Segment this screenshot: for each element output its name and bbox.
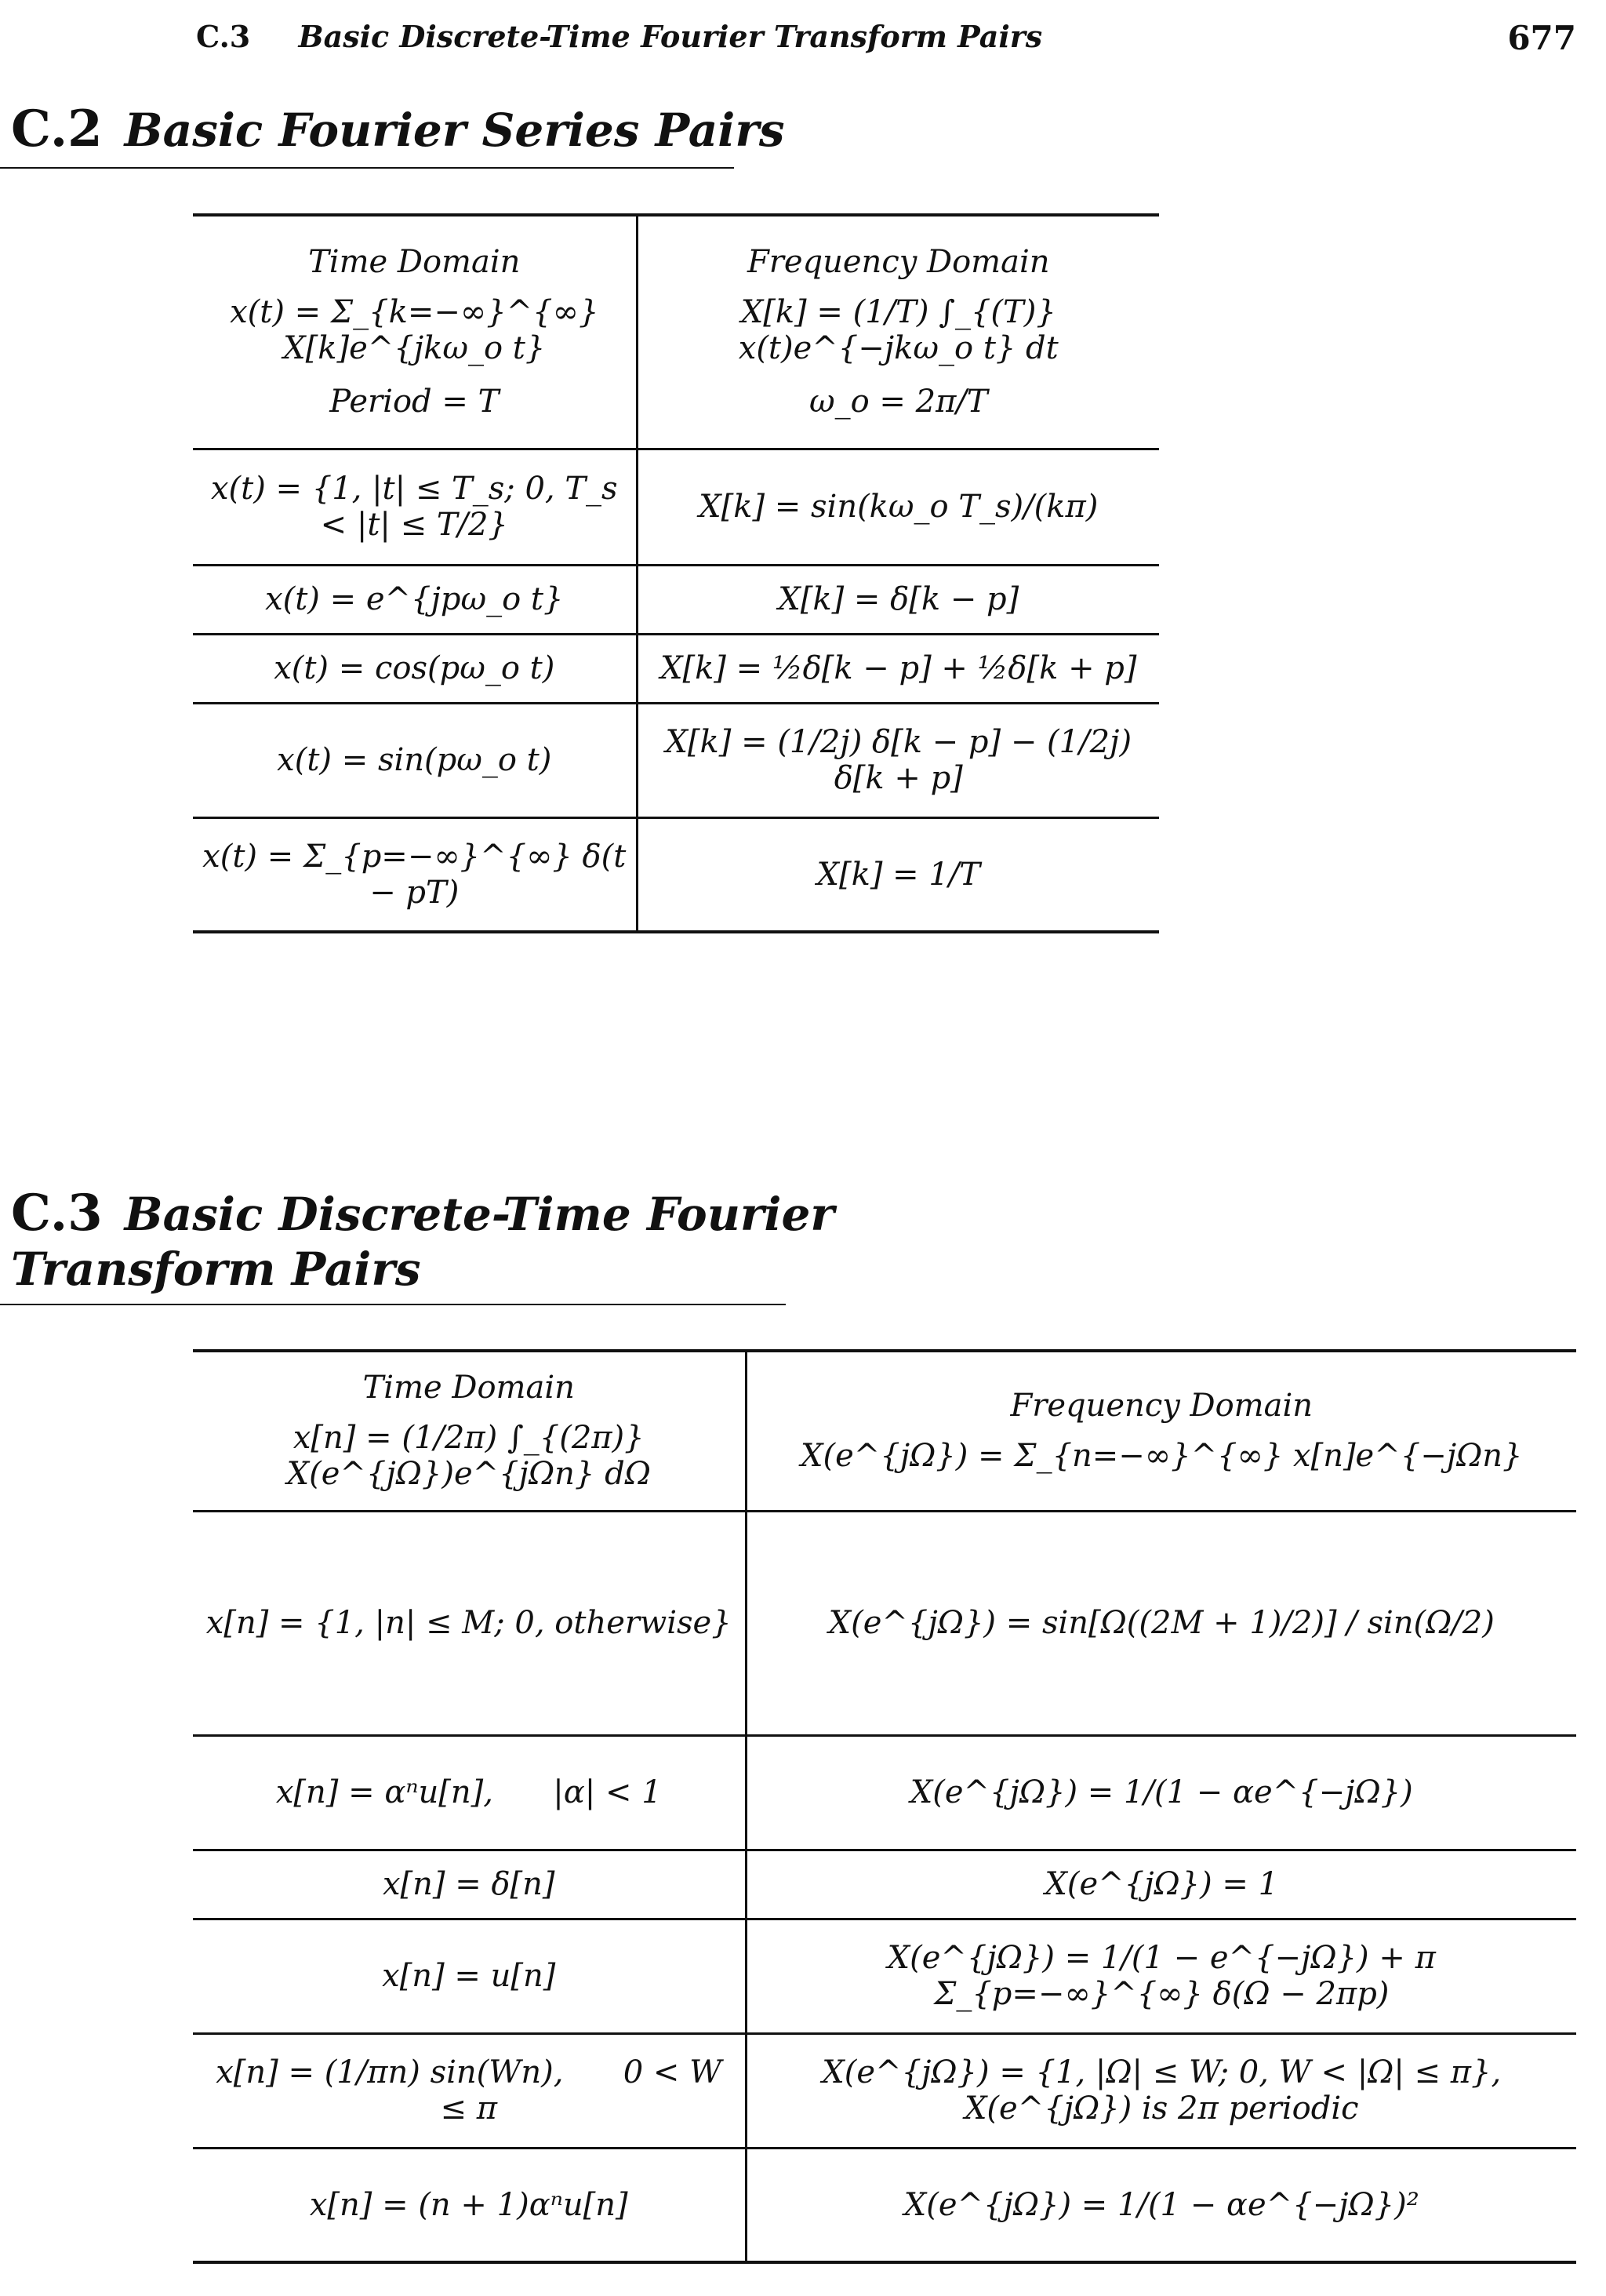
section-c2-number: C.2 (11, 100, 103, 158)
time-domain-label: Time Domain (308, 244, 521, 281)
section-c3-number: C.3 (11, 1184, 103, 1243)
table-row (193, 2148, 1576, 2262)
dtft-pairs-table (193, 1349, 1576, 2264)
frequency-domain-header-cell (637, 215, 1159, 449)
time-cell: x(t) = {1, |t| ≤ T_s; 0, T_s < |t| ≤ T/2} (193, 449, 637, 565)
time-cell: x(t) = sin(pω_o t) (193, 703, 637, 817)
time-domain-header-cell (193, 1351, 746, 1511)
time-domain-label: Time Domain (362, 1370, 575, 1406)
section-c3-title-line2: Transform Pairs (11, 1243, 421, 1296)
time-cell: x[n] = u[n] (193, 1919, 746, 2033)
running-head (196, 19, 1576, 57)
running-head-section: C.3 (196, 19, 251, 54)
section-c2-title: Basic Fourier Series Pairs (124, 104, 785, 157)
section-c2-underline (0, 167, 734, 169)
frequency-cell: X[k] = (1/2j) δ[k − p] − (1/2j) δ[k + p] (637, 703, 1159, 817)
table-row (193, 565, 1159, 634)
time-cell: x[n] = (n + 1)αⁿu[n] (193, 2148, 746, 2262)
section-c3-title-line1: Basic Discrete-Time Fourier (124, 1188, 834, 1241)
frequency-domain-header-cell (746, 1351, 1576, 1511)
time-domain-formula: x(t) = Σ_{k=−∞}^{∞} X[k]e^{jkω_o t} (230, 294, 609, 367)
table-row-header (193, 215, 1159, 449)
time-cell: x(t) = e^{jpω_o t} (193, 565, 637, 634)
frequency-cell: X[k] = δ[k − p] (637, 565, 1159, 634)
time-cell: x[n] = {1, |n| ≤ M; 0, otherwise} (193, 1511, 746, 1735)
frequency-cell: X(e^{jΩ}) = 1/(1 − e^{−jΩ}) + π Σ_{p=−∞}^{∞} δ(Ω − 2πp) (746, 1919, 1576, 2033)
section-c3-underline (0, 1304, 786, 1305)
frequency-cell: X[k] = ½δ[k − p] + ½δ[k + p] (637, 634, 1159, 703)
frequency-cell: X(e^{jΩ}) = {1, |Ω| ≤ W; 0, W < |Ω| ≤ π}, X(e^{jΩ}) is 2π periodic (746, 2033, 1576, 2148)
running-head-title: Basic Discrete-Time Fourier Transform Pairs (298, 19, 1043, 54)
table-row-header (193, 1351, 1576, 1511)
time-domain-formula: x[n] = (1/2π) ∫_{(2π)} X(e^{jΩ})e^{jΩn} dΩ (286, 1420, 655, 1493)
time-cell: x[n] = αⁿu[n], |α| < 1 (193, 1735, 746, 1850)
section-c3-heading (11, 1186, 834, 1297)
frequency-cell: X[k] = 1/T (637, 817, 1159, 932)
table-row (193, 703, 1159, 817)
time-cell: x(t) = cos(pω_o t) (193, 634, 637, 703)
time-cell: x[n] = δ[n] (193, 1850, 746, 1919)
frequency-cell: X[k] = sin(kω_o T_s)/(kπ) (637, 449, 1159, 565)
table-row (193, 1850, 1576, 1919)
frequency-domain-formula: X[k] = (1/T) ∫_{(T)} x(t)e^{−jkω_o t} dt (738, 294, 1066, 367)
table-row (193, 2033, 1576, 2148)
table-row (193, 634, 1159, 703)
time-cell: x[n] = (1/πn) sin(Wn), 0 < W ≤ π (193, 2033, 746, 2148)
frequency-cell: X(e^{jΩ}) = 1/(1 − αe^{−jΩ})² (746, 2148, 1576, 2262)
page-number: 677 (1507, 19, 1576, 57)
table-row (193, 1511, 1576, 1735)
frequency-domain-label: Frequency Domain (1010, 1388, 1314, 1425)
frequency-domain-label: Frequency Domain (747, 244, 1050, 281)
time-domain-header-cell (193, 215, 637, 449)
fourier-series-table (193, 213, 1159, 933)
frequency-domain-formula: X(e^{jΩ}) = Σ_{n=−∞}^{∞} x[n]e^{−jΩn} (801, 1438, 1523, 1475)
table-row (193, 449, 1159, 565)
omega-definition: ω_o = 2π/T (808, 384, 988, 420)
time-cell: x(t) = Σ_{p=−∞}^{∞} δ(t − pT) (193, 817, 637, 932)
frequency-cell: X(e^{jΩ}) = 1 (746, 1850, 1576, 1919)
frequency-cell: X(e^{jΩ}) = sin[Ω((2M + 1)/2)] / sin(Ω/2) (746, 1511, 1576, 1735)
table-row (193, 1919, 1576, 2033)
period-label: Period = T (329, 384, 500, 420)
table-row (193, 817, 1159, 932)
table-row (193, 1735, 1576, 1850)
section-c2-heading (11, 102, 785, 158)
frequency-cell: X(e^{jΩ}) = 1/(1 − αe^{−jΩ}) (746, 1735, 1576, 1850)
